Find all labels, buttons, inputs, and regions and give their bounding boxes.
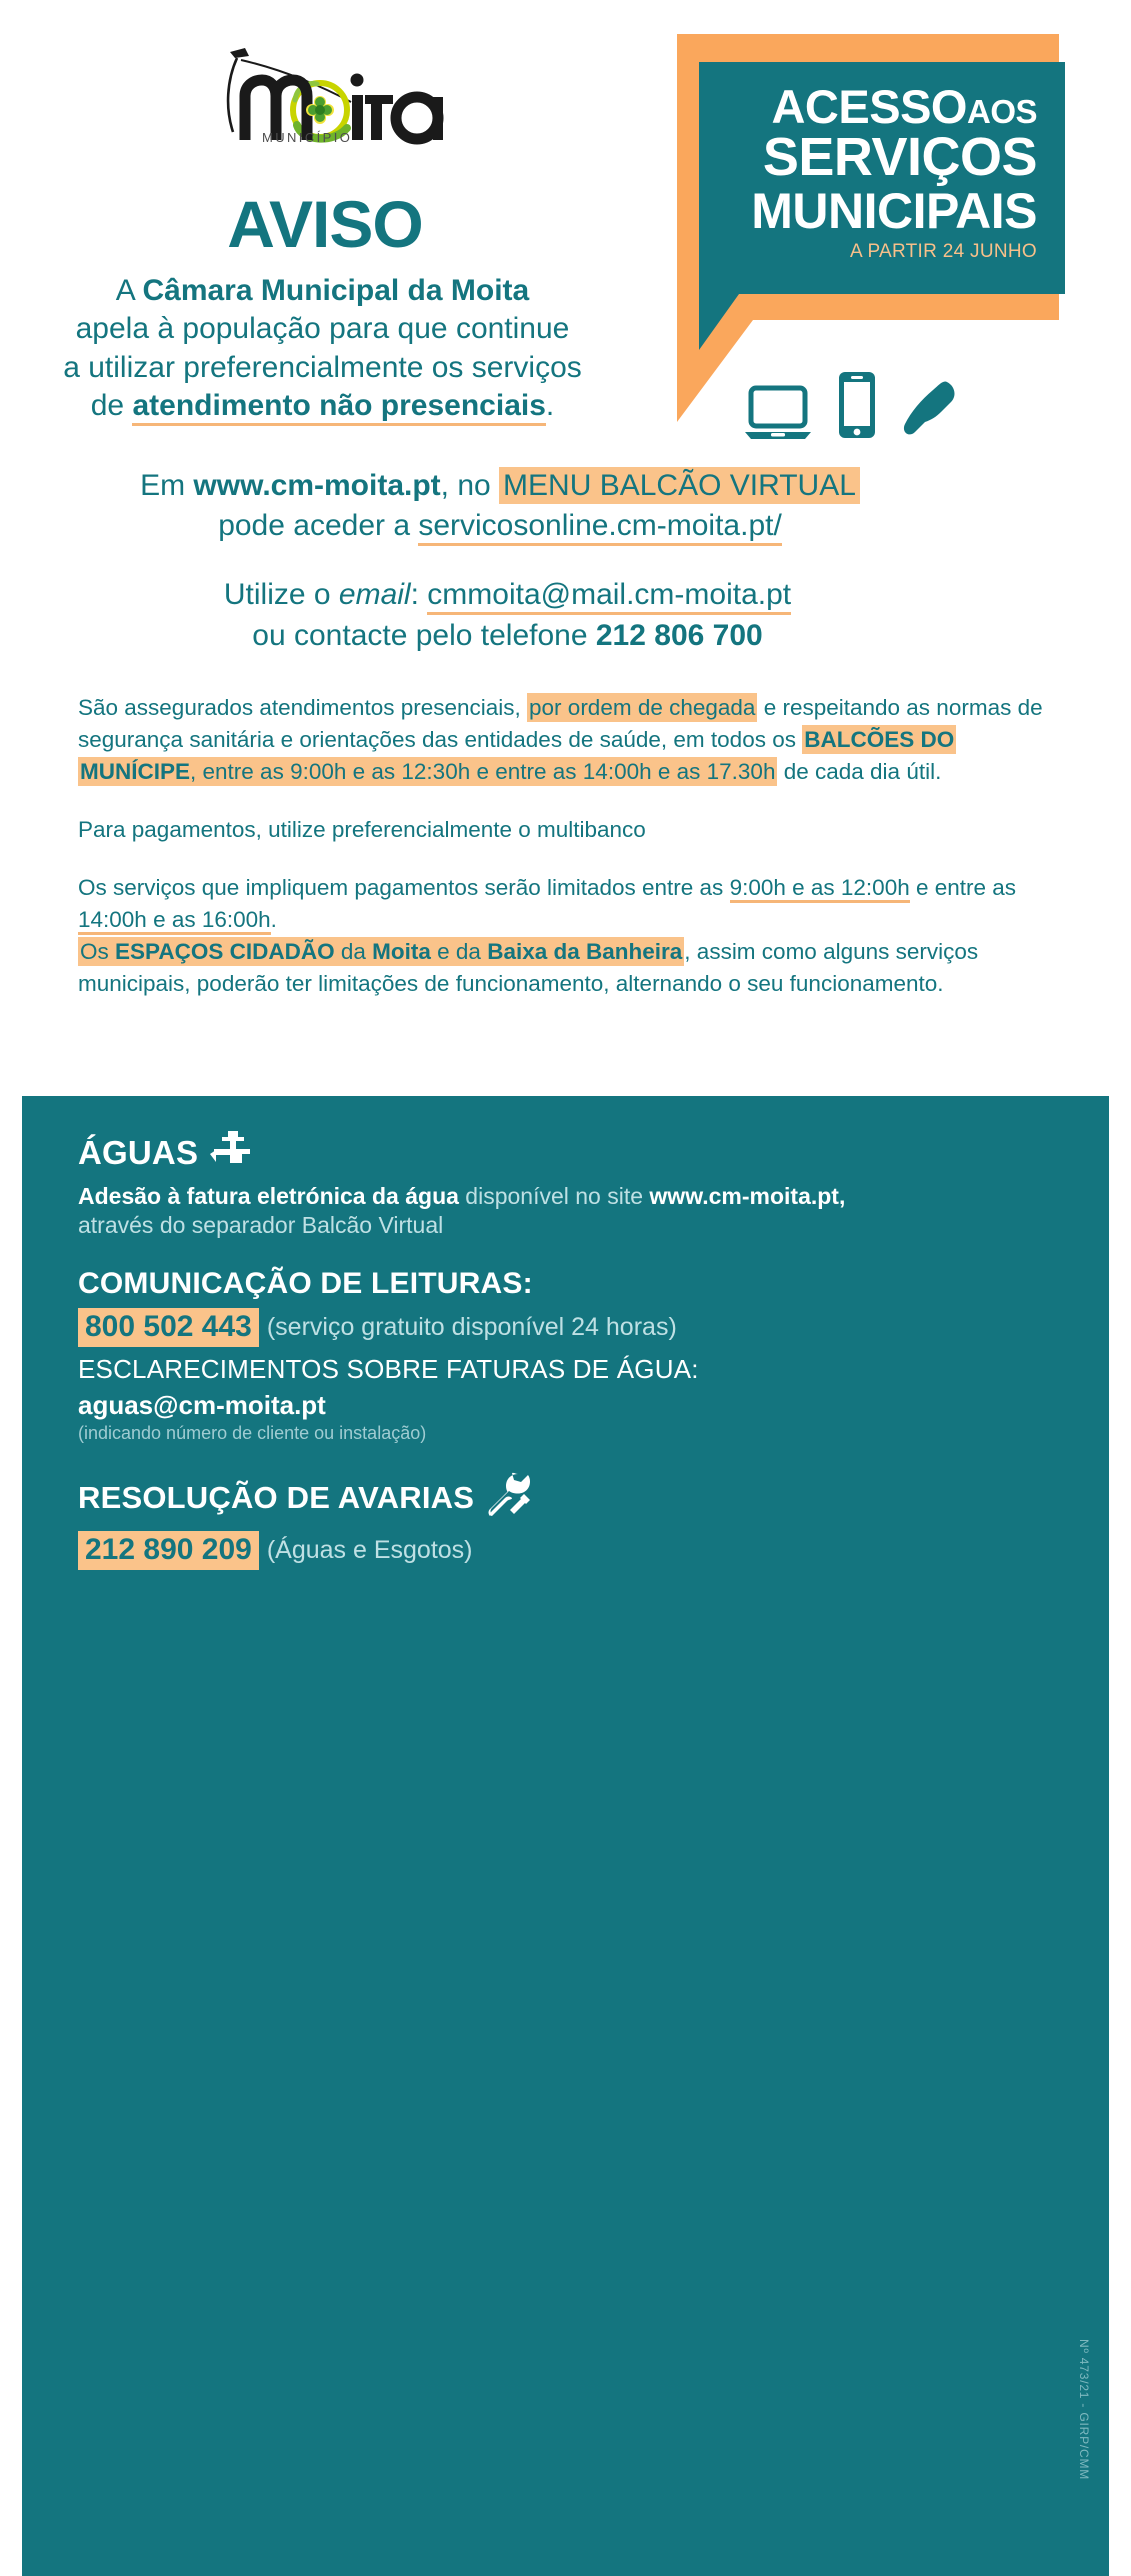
contact-channel-icons	[745, 365, 975, 445]
services-online-link[interactable]: servicosonline.cm-moita.pt/	[418, 509, 781, 546]
main-phone-number: 212 806 700	[595, 618, 763, 652]
footer-content	[78, 1130, 1028, 1570]
banner-line2: SERVIÇOS	[762, 126, 1037, 187]
aguas-heading: ÁGUAS	[78, 1130, 1028, 1175]
balcoes-municipe-emphasis: BALCÕES DO MUNÍCIPE	[80, 726, 955, 784]
body-paragraph-3: Os serviços que impliquem pagamentos serão limitados entre as 9:00h e as 12:00h e entre as 14:00h e as 16:00h.	[78, 872, 1063, 936]
banner-line1	[771, 79, 1037, 133]
spacer	[78, 788, 1063, 814]
phone-handset-icon	[903, 378, 961, 445]
faturas-heading: ESCLARECIMENTOS SOBRE FATURAS DE ÁGUA:	[78, 1353, 699, 1384]
payment-hours-afternoon: 14:00h e as 16:00h	[78, 907, 271, 935]
faucet-icon	[210, 1130, 254, 1175]
leituras-phone-number: 800 502 443	[78, 1308, 259, 1347]
website-line-2: pode aceder a servicosonline.cm-moita.pt/	[0, 506, 1000, 546]
avarias-row	[78, 1531, 1028, 1570]
main-website-link[interactable]: www.cm-moita.pt	[193, 469, 441, 502]
leituras-heading: COMUNICAÇÃO DE LEITURAS:	[78, 1266, 533, 1300]
payment-hours-morning: 9:00h e as 12:00h	[730, 875, 910, 903]
banner-line1-main: ACESSO	[771, 79, 967, 133]
footer-website[interactable]: www.cm-moita.pt,	[649, 1183, 846, 1209]
email-address-link[interactable]: cmmoita@mail.cm-moita.pt	[427, 578, 791, 615]
balcoes-hours: , entre as 9:00h e as 12:30h e entre as 14:00h e as 17.30h	[190, 758, 776, 784]
avarias-heading: RESOLUÇÃO DE AVARIAS	[78, 1472, 1028, 1524]
aguas-email[interactable]: aguas@cm-moita.pt	[78, 1389, 326, 1420]
non-presential-emphasis: atendimento não presenciais	[132, 389, 545, 426]
espacos-cidadao-emphasis: ESPAÇOS CIDADÃO	[115, 938, 335, 964]
body-paragraph-4: Os ESPAÇOS CIDADÃO da Moita e da Baixa da Banheira, assim como alguns serviços municipais, poderão ter limitações de funcionamento, alternando o seu funcionamento.	[78, 938, 979, 996]
moita-municipality-logo	[205, 40, 465, 160]
body-paragraph-1: São assegurados atendimentos presenciais, por ordem de chegada e respeitando as normas de segurança sanitária e orientações das entidades de saúde, em todos os BALCÕES DO MUNÍCIPE, entre as 9:00h e as 12:30h e entre as 14:00h e as 17.30h de cada dia útil.	[78, 695, 1043, 784]
aguas-description: Adesão à fatura eletrónica da água disponível no site www.cm-moita.pt, através do separador Balcão Virtual	[78, 1183, 846, 1238]
intro-line-1: A Câmara Municipal da Moita	[115, 274, 530, 307]
body-paragraph-2: Para pagamentos, utilize preferencialmente o multibanco	[78, 816, 646, 842]
banner-subtitle: A PARTIR 24 JUNHO	[849, 241, 1037, 263]
banner-text-block	[665, 28, 1065, 318]
banner-line1-small: AOS	[966, 92, 1037, 130]
website-line-1: Em www.cm-moita.pt, no MENU BALCÃO VIRTUAL	[0, 466, 1000, 506]
laptop-icon	[745, 384, 811, 445]
arrival-order-highlight: por ordem de chegada	[529, 695, 756, 720]
intro-line-3: a utilizar preferencialmente os serviços	[63, 350, 582, 384]
email-line: Utilize o email: cmmoita@mail.cm-moita.pt	[0, 575, 1015, 616]
wrench-icon	[486, 1472, 532, 1524]
leituras-note: (serviço gratuito disponível 24 horas)	[266, 1312, 677, 1341]
banner-line3: MUNICIPAIS	[751, 183, 1037, 240]
intro-line-2: apela à população para que continue	[75, 312, 570, 346]
aguas-email-note: (indicando número de cliente ou instalação)	[78, 1422, 427, 1443]
menu-balcao-virtual-highlight: MENU BALCÃO VIRTUAL	[499, 467, 860, 504]
website-block	[0, 466, 1000, 546]
logo-subtitle: MUNICÍPIO	[262, 130, 353, 145]
avarias-note: (Águas e Esgotos)	[266, 1535, 473, 1564]
document-reference-code: Nº 473/21 - GIRP/CMM	[1077, 2338, 1091, 2480]
smartphone-icon	[837, 370, 877, 445]
contact-block	[0, 575, 1015, 657]
water-services-footer	[22, 1096, 1109, 2576]
body-copy	[78, 692, 1063, 1000]
intro-paragraph	[0, 272, 645, 426]
spacer	[78, 846, 1063, 872]
phone-line: ou contacte pelo telefone 212 806 700	[252, 618, 763, 652]
intro-line-4: de atendimento não presenciais.	[0, 387, 645, 425]
leituras-row	[78, 1308, 1028, 1347]
avarias-phone-number: 212 890 209	[78, 1531, 259, 1570]
page-title: AVISO	[227, 187, 423, 261]
